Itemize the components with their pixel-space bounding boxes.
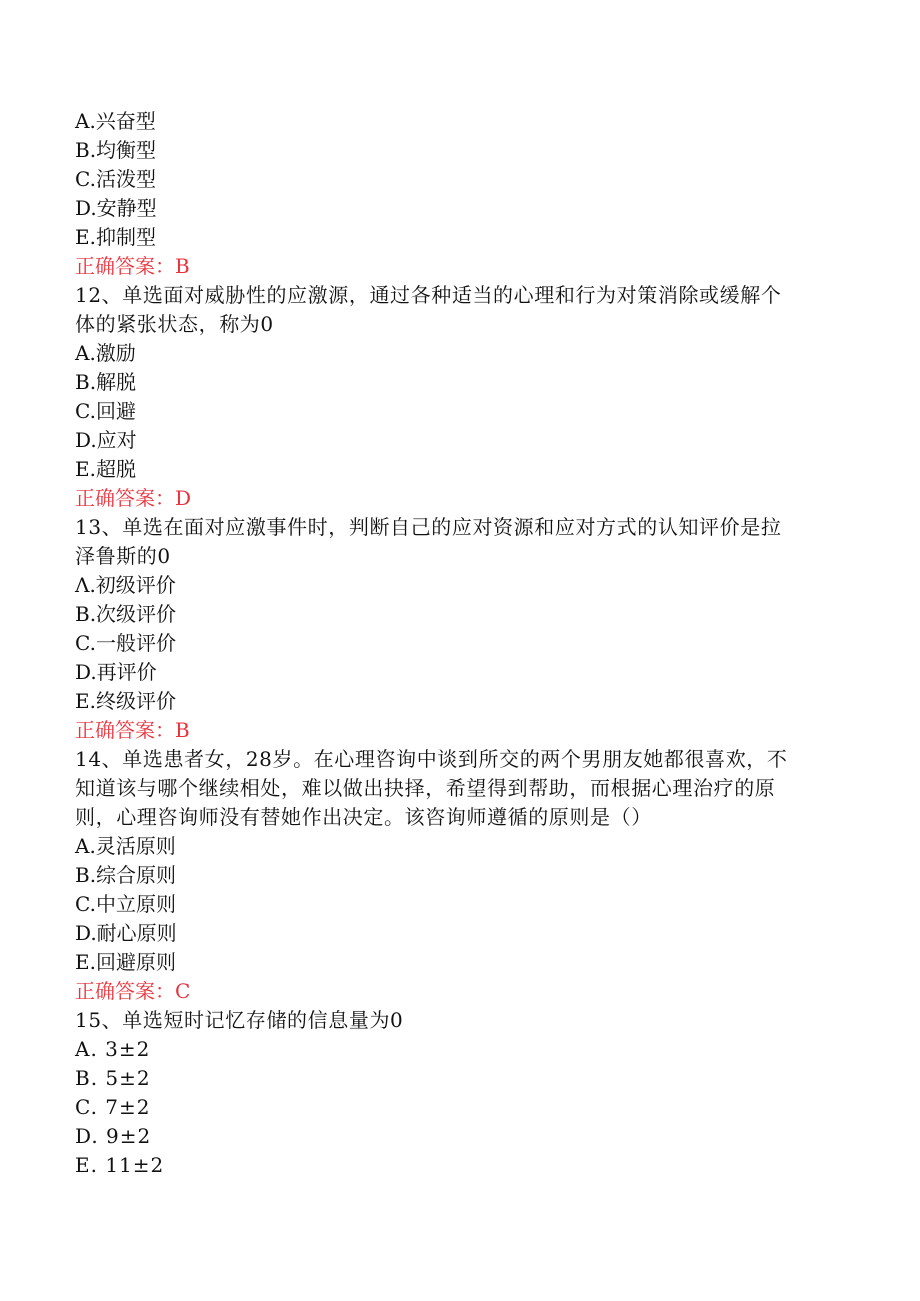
question-15-block xyxy=(75,1006,855,1180)
option-b: B.次级评价 xyxy=(75,602,177,626)
question-text-line: 12、单选面对威胁性的应激源，通过各种适当的心理和行为对策消除或缓解个 xyxy=(75,283,782,307)
option-a: A.灵活原则 xyxy=(75,834,176,858)
question-text-line: 泽鲁斯的0 xyxy=(75,544,171,568)
option-c: C.中立原则 xyxy=(75,892,176,916)
option-b: B.均衡型 xyxy=(75,138,157,162)
option-d: D.安静型 xyxy=(75,196,157,220)
question-text-line: 13、单选在面对应激事件时，判断自己的应对资源和应对方式的认知评价是拉 xyxy=(75,515,782,539)
option-d: D. 9±2 xyxy=(75,1124,152,1148)
option-b: B. 5±2 xyxy=(75,1066,151,1090)
correct-answer: 正确答案：B xyxy=(75,718,190,742)
question-text-line: 14、单选患者女，28岁。在心理咨询中谈到所交的两个男朋友她都很喜欢，不 xyxy=(75,747,788,771)
option-a: A. 3±2 xyxy=(75,1037,151,1061)
question-text-line: 15、单选短时记忆存储的信息量为0 xyxy=(75,1008,404,1032)
option-c: C.活泼型 xyxy=(75,167,156,191)
option-a: Λ.初级评价 xyxy=(75,573,176,597)
option-e: E. 11±2 xyxy=(75,1153,165,1177)
question-11-block xyxy=(75,107,855,281)
correct-answer: 正确答案：C xyxy=(75,979,191,1003)
option-e: E.超脱 xyxy=(75,457,136,481)
option-c: C. 7±2 xyxy=(75,1095,151,1119)
question-12-block xyxy=(75,281,855,513)
question-text-line: 知道该与哪个继续相处，难以做出抉择，希望得到帮助，而根据心理治疗的原 xyxy=(75,776,776,800)
option-e: E.抑制型 xyxy=(75,225,156,249)
question-text-line: 体的紧张状态，称为0 xyxy=(75,312,274,336)
correct-answer: 正确答案：D xyxy=(75,486,192,510)
option-d: D.再评价 xyxy=(75,660,157,684)
question-13-block xyxy=(75,513,855,745)
option-b: B.解脱 xyxy=(75,370,137,394)
option-a: A.激励 xyxy=(75,341,136,365)
correct-answer: 正确答案：B xyxy=(75,254,190,278)
question-list xyxy=(75,107,855,1180)
option-d: D.耐心原则 xyxy=(75,921,177,945)
option-b: B.综合原则 xyxy=(75,863,177,887)
option-c: C.一般评价 xyxy=(75,631,176,655)
question-14-block xyxy=(75,745,855,1006)
question-text-line: 则，心理咨询师没有替她作出决定。该咨询师遵循的原则是（） xyxy=(75,805,652,829)
option-e: E.回避原则 xyxy=(75,950,176,974)
option-d: D.应对 xyxy=(75,428,137,452)
option-e: E.终级评价 xyxy=(75,689,176,713)
option-c: C.回避 xyxy=(75,399,136,423)
option-a: A.兴奋型 xyxy=(75,109,156,133)
